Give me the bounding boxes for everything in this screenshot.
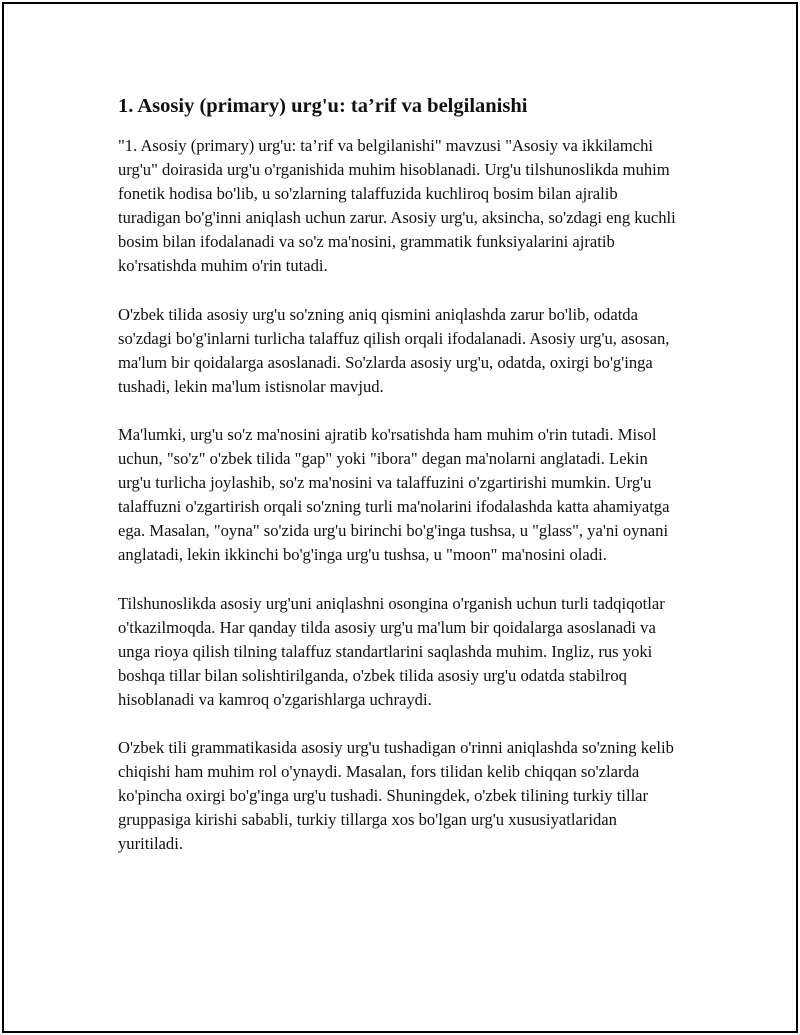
document-body bbox=[118, 92, 683, 880]
paragraph-1: "1. Asosiy (primary) urg'u: ta’rif va belgilanishi" mavzusi "Asosiy va ikkilamchi urg'u" doirasida urg'u o'rganishida muhim hisoblanadi. Urg'u tilshunoslikda muhim fonetik hodisa bo'lib, u so'zlarning talaffuzida kuchliroq bosim bilan ajralib turadigan bo'g'inni aniqlash uchun zarur. Asosiy urg'u, aksincha, so'zdagi eng kuchli bosim bilan ifodalanadi va so'z ma'nosini, grammatik funksiyalarini ajratib ko'rsatishda muhim o'rin tutadi. bbox=[118, 136, 676, 276]
paragraph-2: O'zbek tilida asosiy urg'u so'zning aniq qismini aniqlashda zarur bo'lib, odatda so'zdagi bo'g'inlarni turlicha talaffuz qilish orqali ifodalanadi. Asosiy urg'u, asosan, ma'lum bir qoidalarga asoslanadi. So'zlarda asosiy urg'u, odatda, oxirgi bo'g'inga tushadi, lekin ma'lum istisnolar mavjud. bbox=[118, 304, 670, 396]
paragraph-3: Ma'lumki, urg'u so'z ma'nosini ajratib ko'rsatishda ham muhim o'rin tutadi. Misol uchun, "so'z" o'zbek tilida "gap" yoki "ibora" degan ma'nolarni anglatadi. Lekin urg'u turlicha joylashib, so'z ma'nosini va talaffuzini o'zgartirishi mumkin. Urg'u talaffuzni o'zgartirish orqali so'zning turli ma'nolarini ifodalashda katta ahamiyatga ega. Masalan, "oyna" so'zida urg'u birinchi bo'g'inga tushsa, u "glass", ya'ni oynani anglatadi, lekin ikkinchi bo'g'inga urg'u tushsa, u "moon" ma'nosini oladi. bbox=[118, 424, 670, 565]
paragraph-5: O'zbek tili grammatikasida asosiy urg'u tushadigan o'rinni aniqlashda so'zning kelib chiqishi ham muhim rol o'ynaydi. Masalan, fors tilidan kelib chiqqan so'zlarda ko'pincha oxirgi bo'g'inga urg'u tushadi. Shuningdek, o'zbek tilining turkiy tillar gruppasiga kirishi sababli, turkiy tillarga xos bo'lgan urg'u xususiyatlaridan yuritiladi. bbox=[118, 737, 674, 854]
paragraph-4: Tilshunoslikda asosiy urg'uni aniqlashni osongina o'rganish uchun turli tadqiqotlar o'tkazilmoqda. Har qanday tilda asosiy urg'u ma'lum bir qoidalarga asoslanadi va unga rioya qilish tilning talaffuz standartlarini saqlashda muhim. Ingliz, rus yoki boshqa tillar bilan solishtirilganda, o'zbek tilida asosiy urg'u odatda stabilroq hisoblanadi va kamroq o'zgarishlarga uchraydi. bbox=[118, 593, 665, 709]
section-heading: 1. Asosiy (primary) urg'u: ta’rif va belgilanishi bbox=[118, 95, 528, 117]
